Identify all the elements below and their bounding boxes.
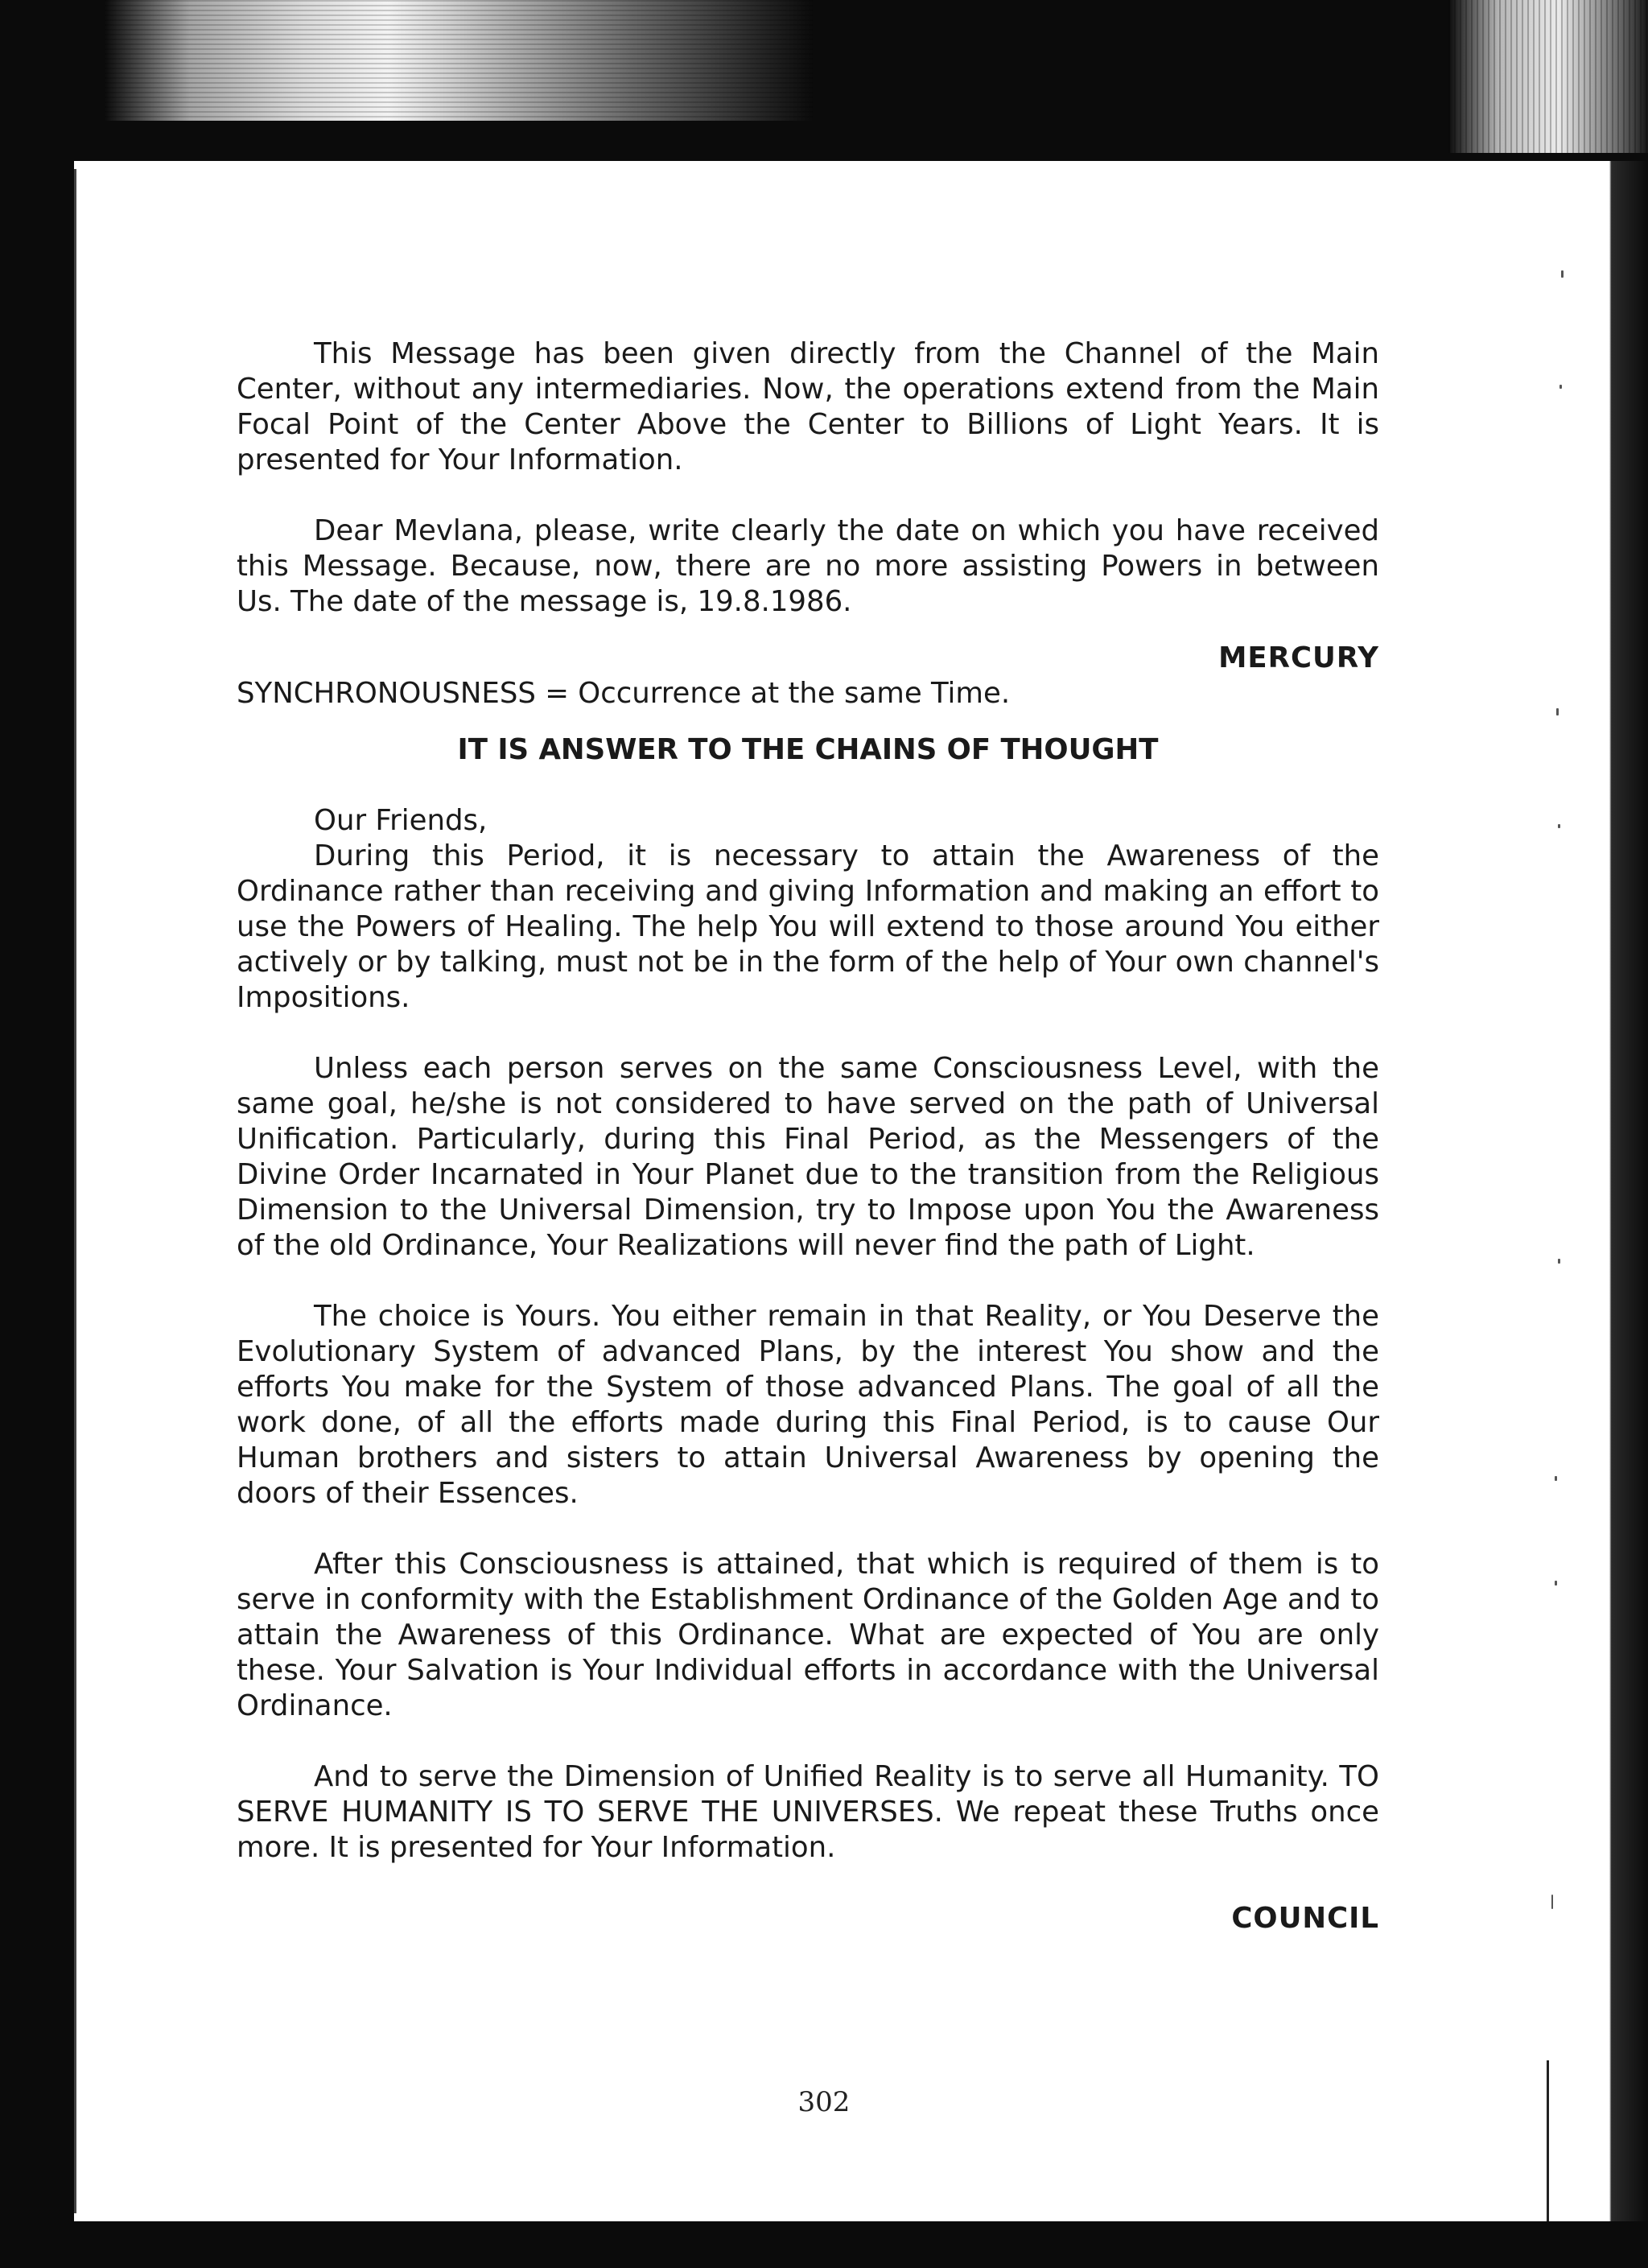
signature-council: COUNCIL xyxy=(1231,1902,1379,1935)
scan-speck xyxy=(1559,385,1562,389)
scan-bottom-border xyxy=(0,2221,1648,2268)
scan-speck xyxy=(1556,708,1559,715)
page-number: 302 xyxy=(797,2086,851,2118)
paragraph-serve-humanity: And to serve the Dimension of Unified Reality is to serve all Humanity. TO SERVE HUMANITY IS TO SERVE THE UNIVERSES. We repeat these Truths once more. It is presented for Your Information. xyxy=(237,1760,1379,1864)
paragraph-golden-age: After this Consciousness is attained, that which is required of them is to serve in conformity with the Establishment Ordinance of the Golden Age and to attain the Awareness of this Ordinance. What are expected of You are only these. Your Salvation is Your Individual efforts in accordance with the Universal Ordinance. xyxy=(237,1548,1379,1722)
paragraph-consciousness-level: Unless each person serves on the same Consciousness Level, with the same goal, he/she is not considered to have served on the path of Universal Unification. Particularly, during this Final Period, as the Messengers of the Divine Order Incarnated in Your Planet due to the transition from the Religious Dimension to the Universal Dimension, try to Impose upon You the Awareness of the old Ordinance, Your Realizations will never find the path of Light. xyxy=(237,1052,1379,1262)
scan-glare-right-lines xyxy=(1448,0,1648,153)
signature-mercury: MERCURY xyxy=(1218,641,1379,674)
paragraph-choice: The choice is Yours. You either remain in that Reality, or You Deserve the Evolutionary System of advanced Plans, by the interest You show and the efforts You make for the System of those advanced Plans. The goal of all the work done, of all the efforts made during this Final Period, is to cause Our Human brothers and sisters to attain Universal Awareness by opening the doors of their Essences. xyxy=(237,1300,1379,1510)
scan-speck xyxy=(1551,1895,1553,1909)
paragraph-date-request: Dear Mevlana, please, write clearly the date on which you have received this Message. Because, now, there are no more assisting Powers in between Us. The date of the message is, 19.8.1986. xyxy=(237,514,1379,618)
definition-line: SYNCHRONOUSNESS = Occurrence at the same Time. xyxy=(237,677,1011,710)
section-heading: IT IS ANSWER TO THE CHAINS OF THOUGHT xyxy=(457,733,1159,766)
scan-speck xyxy=(1555,1476,1557,1481)
scan-speck xyxy=(1558,824,1560,828)
scan-speck xyxy=(1555,1581,1557,1586)
scan-right-border xyxy=(1551,161,1648,2268)
document-body xyxy=(237,336,1379,1936)
scan-speck xyxy=(1558,1259,1560,1264)
salutation: Our Friends, xyxy=(314,804,488,837)
paragraph-awareness: During this Period, it is necessary to attain the Awareness of the Ordinance rather than receiving and giving Information and making an effort to use the Powers of Healing. The help You will extend to those around You either actively or by talking, must not be in the form of the help of Your own channel's Impositions. xyxy=(237,839,1379,1014)
scan-glare-lines xyxy=(105,0,813,121)
scan-speck xyxy=(1561,270,1564,278)
page-left-edge xyxy=(74,169,76,2213)
paragraph-intro: This Message has been given directly from the Channel of the Main Center, without any intermediaries. Now, the operations extend from the Main Focal Point of the Center Above the Center to Billions of Light Years. It is presented for Your Information. xyxy=(237,337,1379,476)
scan-left-border xyxy=(0,161,74,2268)
